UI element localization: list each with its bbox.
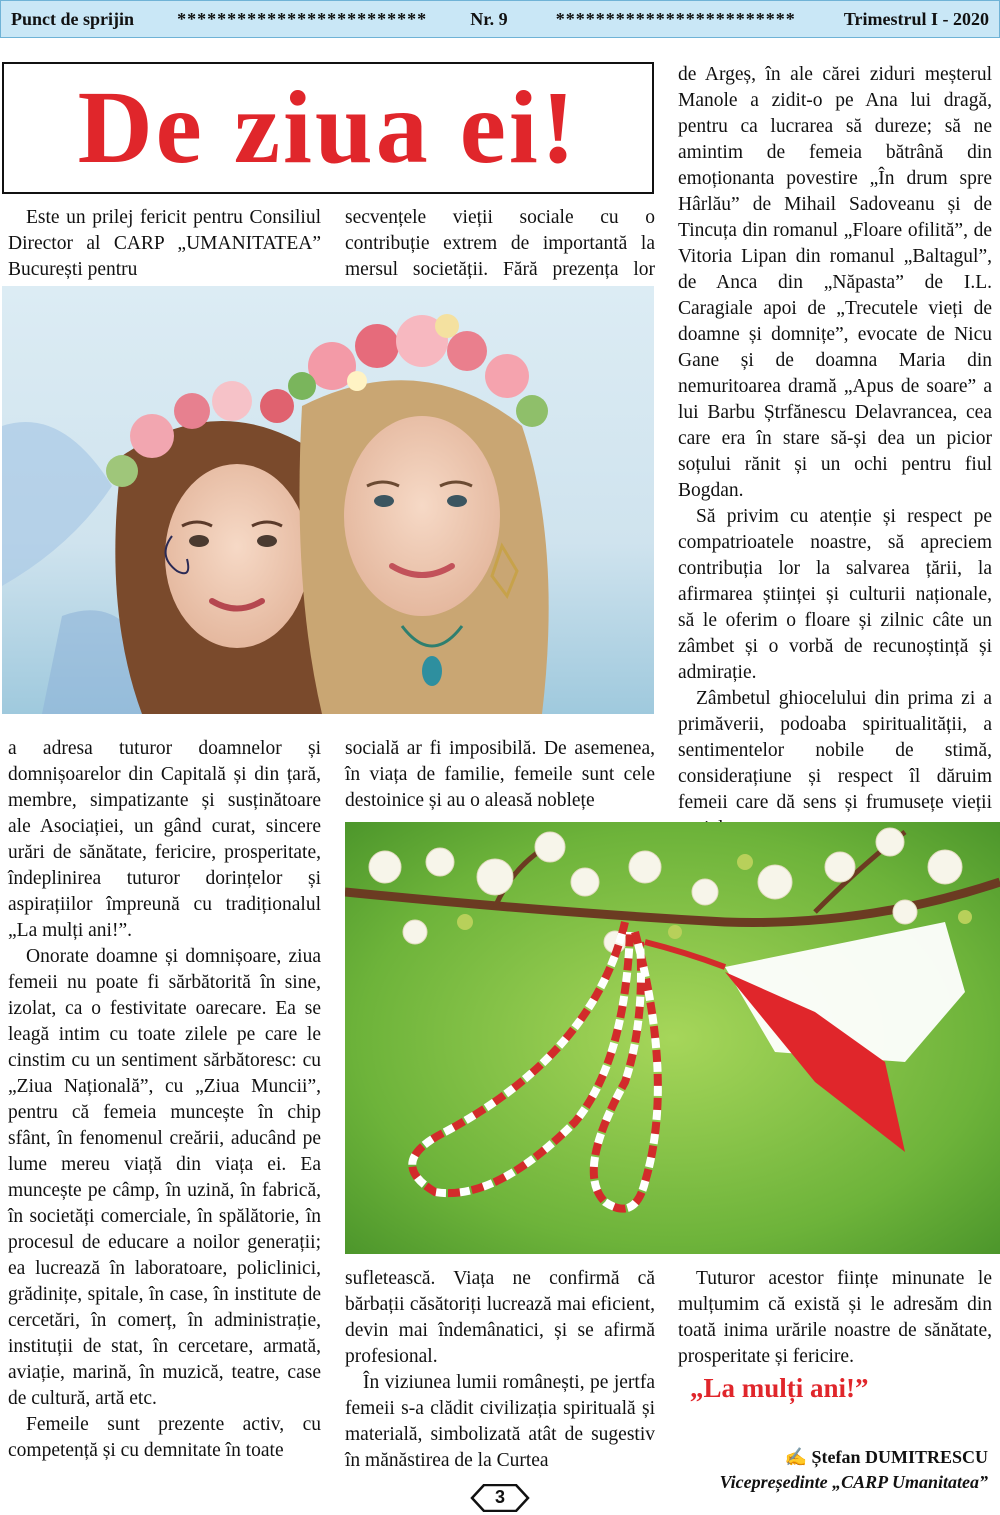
paragraph: socială ar fi imposibilă. De asemenea, în viața de familie, femeile sunt cele destoinice și au o aleasă noblețe: [345, 738, 655, 811]
column-1-top: [8, 205, 321, 283]
photo-martisor-illustration: [345, 822, 1000, 1254]
column-2-middle: [345, 736, 655, 814]
paragraph: de Argeș, în ale cărei ziduri meșterul Manole a zidit-o pe Ana lui dragă, pentru ca lucrarea să dureze; să ne amintim de femeia bătrână din emoționanta povestire „În drum spre Hârlău” de Mihail Sadoveanu și de Tincuța din romanul „Floare ofilită”, de Vitoria Lipan din romanul „Baltagul”, de Anca din „Năpasta” de I.L. Caragiale apoi de „Trecutele vieți de doamne și domnițe”, evocate de Nicu Gane și de doamna Maria din nemuritoarea dramă „Apus de soare” a lui Barbu Ștrfănescu Delavrancea, cea care era în stare să-și dea un picior soțului rănit și un ochi pentru fiul Bogdan.: [678, 64, 992, 501]
page-number: 3: [494, 1487, 505, 1507]
author-signature: [720, 1445, 988, 1495]
photo-martisor-branch: [345, 822, 1000, 1254]
photo-women-flower-crowns: [2, 286, 654, 714]
column-3-bottom: [678, 1266, 992, 1370]
paragraph: Femeile sunt prezente activ, cu competență și cu demnitate în toate: [8, 1414, 321, 1461]
column-3-top: [678, 62, 992, 842]
page-number-badge: [470, 1484, 530, 1512]
paragraph: Să privim cu atenție și respect pe compatrioatele noastre, să apreciem contribuția lor la salvarea țării, la afirmarea științei și culturii naționale, să le oferim o floare și zilnic câte un zâmbet și o vorbă de recunoștință și admirație.: [678, 506, 992, 683]
paragraph: sufletească. Viața ne confirmă că bărbații căsătoriți lucrează mai eficient, devin mai îndemânatici, și se afirmă profesional.: [345, 1268, 655, 1367]
page-header: [0, 0, 1000, 38]
photo-women-illustration: [2, 286, 654, 714]
header-stars-right: ************************: [555, 8, 796, 29]
issue-number: Nr. 9: [470, 8, 508, 29]
paragraph: a adresa tuturor doamnelor și domnișoarelor din Capitală și din țară, membre, simpatizante și susținătoare ale Asociației, un gând curat, sincere urări de sănătate, fericire, prosperitate, îndeplinirea tuturor dorințelor și aspirațiilor împreună cu tradiționalul „La mulți ani!”.: [8, 738, 321, 941]
issue-period: Trimestrul I - 2020: [843, 8, 990, 29]
paragraph: Este un prilej fericit pentru Consiliul Director al CARP „UMANITATEA” București pentru: [8, 207, 321, 280]
header-stars-left: *************************: [177, 8, 428, 29]
section-name: Punct de sprijin: [11, 8, 135, 29]
paragraph: Zâmbetul ghiocelului din prima zi a primăverii, podoaba spiritualității, a sentimentelor nobile de stimă, considerațiune și respect îl dăruim femeii care dă sens și frumusețe vieții: [678, 688, 992, 813]
author-name: ✍ Ștefan DUMITRESCU: [784, 1447, 988, 1467]
greeting: „La mulți ani!”: [690, 1373, 869, 1403]
paragraph: Onorate doamne și domnișoare, ziua femeii nu poate fi sărbătorită în sine, izolat, ca o festivitate oarecare. Ea se leagă intim cu toate zilele pe care le cinstim cu un sentiment sărbătoresc: cu „Ziua Națională”, cu „Ziua Muncii”, pentru că femeia muncește în chip sfânt, în fenomenul creării, aducând pe lume mereu viață din viața ei. Ea muncește pe câmp, în uzină, în fabrică, în societăți comerciale, în spălătorie, în procesul de educare a noilor generații; ea lucrează în laboratoare, policlinici, grădinițe, spitale, în case, în institute de cercetări, în comerț, în administrație, instituții de stat, în cercetare, armată, aviație, marină, în muzică, teatre, case de cultură, artă etc.: [8, 946, 321, 1409]
title-box: [2, 62, 654, 194]
column-2-bottom: [345, 1266, 655, 1474]
paragraph: secvențele vieții sociale cu o contribuție extrem de importantă la mersul societății. Fără prezența lor: [345, 207, 655, 280]
author-role: Vicepreședinte „CARP Umanitatea”: [719, 1472, 988, 1492]
paragraph: Tuturor acestor ființe minunate le mulțumim că există și le adresăm din toată inima urările noastre de sănătate, prosperitate și fericire.: [678, 1268, 992, 1367]
article-title: De ziua ei!: [77, 70, 579, 185]
column-1-bottom: [8, 736, 321, 1464]
paragraph: În viziunea lumii românești, pe jertfa femeii s-a clădit civilizația spirituală și materială, simbolizată atât de sugestiv în mănăstirea de la Curtea: [345, 1372, 655, 1471]
